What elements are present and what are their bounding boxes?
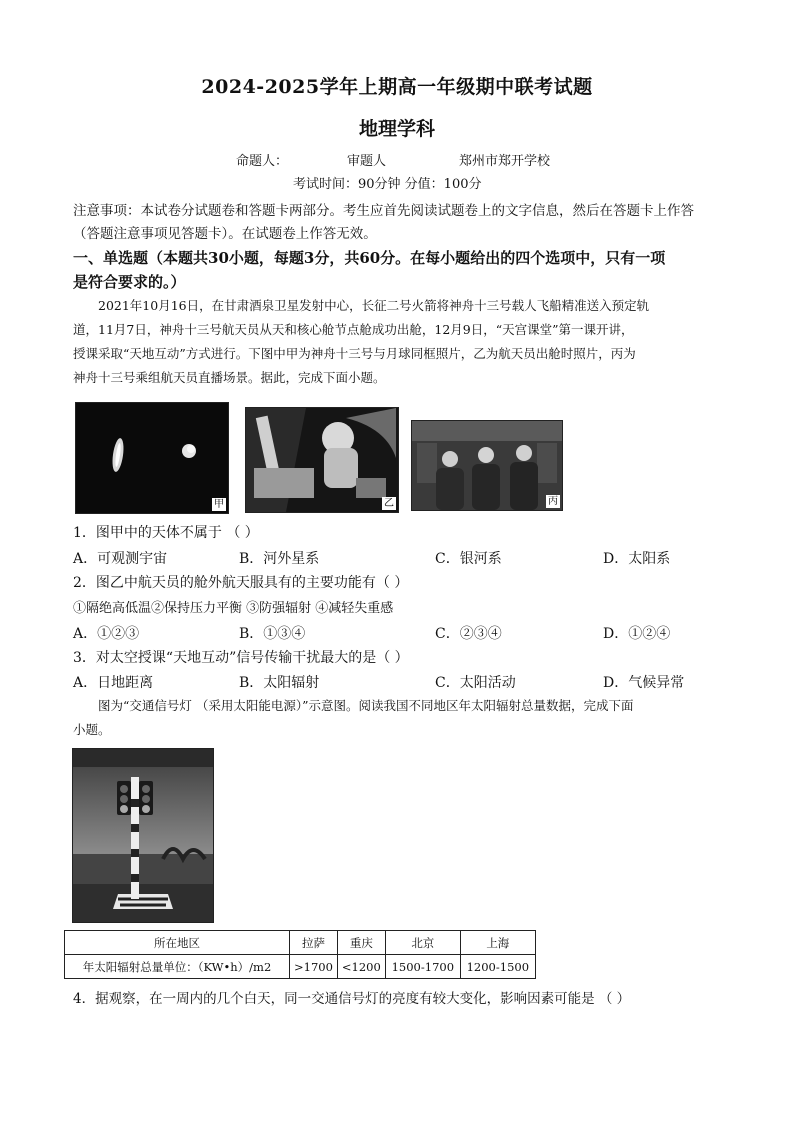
- table-header-cell: 重庆: [337, 931, 385, 955]
- passage-1: [73, 294, 723, 390]
- section-heading-2: 是符合要求的。）: [73, 273, 186, 291]
- notice-line-1: 注意事项：本试卷分试题卷和答题卡两部分。考生应首先阅读试题卷上的文字信息，然后在答题卡上作答: [73, 203, 694, 219]
- passage-1-line-1: 2021年10月16日，在甘肃酒泉卫星发射中心，长征二号火箭将神舟十三号载人飞船精准送入预定轨: [98, 298, 650, 313]
- q1-option-a: A．可观测宇宙: [73, 551, 168, 567]
- photo-bing: [411, 420, 563, 511]
- passage-1-line-2: 道，11月7日，神舟十三号航天员从天和核心舱节点舱成功出舱，12月9日，“天宫课堂”第一课开讲，: [73, 322, 634, 337]
- table-header-row: [65, 931, 536, 955]
- q2-option-b: B．①③④: [239, 626, 306, 642]
- table-cell: <1200: [337, 955, 385, 979]
- table-header-cell: 上海: [460, 931, 535, 955]
- setter-label: 命题人：: [236, 154, 289, 169]
- passage-2-line-2: 小题。: [73, 722, 111, 737]
- q3-option-a: A．日地距离: [73, 675, 154, 691]
- spacecraft-moon-image: [76, 403, 228, 513]
- photo-tag-jia: 甲: [214, 499, 224, 510]
- passage-1-line-4: 神舟十三号乘组航天员直播场景。据此，完成下面小题。: [73, 370, 386, 385]
- photo-yi: [245, 407, 399, 513]
- subject-title: 地理学科: [358, 118, 435, 140]
- section-heading-1: 一、单选题（本题共30小题，每题3分，共60分。在每小题给出的四个选项中，只有一项: [73, 249, 666, 267]
- photo-tag-bing: 丙: [548, 496, 558, 507]
- photo-jia: [75, 402, 229, 514]
- table-header-cell: 拉萨: [290, 931, 338, 955]
- q1-option-d: D．太阳系: [603, 551, 671, 567]
- table-header-cell: 所在地区: [65, 931, 290, 955]
- q2-option-d: D．①②④: [603, 626, 671, 642]
- q2-option-c: C．②③④: [435, 626, 502, 642]
- passage-1-line-3: 授课采取“天地互动”方式进行。下图中甲为神舟十三号与月球同框照片，乙为航天员出舱时照片，丙为: [73, 346, 636, 361]
- passage-2-line-1: 图为“交通信号灯 （采用太阳能电源）”示意图。阅读我国不同地区年太阳辐射总量数据，完成下面: [98, 698, 634, 713]
- table-row: [65, 955, 536, 979]
- q3-option-d: D．气候异常: [603, 675, 685, 691]
- table-cell: 年太阳辐射总量单位：（KW•h）/m2: [65, 955, 290, 979]
- reviewer-label: 审题人: [347, 154, 387, 169]
- astronaut-eva-image: [246, 408, 398, 512]
- q4-stem: 4．据观察，在一周内的几个白天，同一交通信号灯的亮度有较大变化，影响因素可能是 （ ）: [73, 991, 631, 1007]
- exam-title: 2024-2025学年上期高一年级期中联考试题: [201, 76, 593, 98]
- solar-traffic-light-image: [73, 749, 213, 922]
- q3-option-c: C．太阳活动: [435, 675, 516, 691]
- table-cell: >1700: [290, 955, 338, 979]
- q2-stem: 2．图乙中航天员的舱外航天服具有的主要功能有（ ）: [73, 575, 409, 591]
- q1-option-b: B．河外星系: [239, 551, 320, 567]
- table-cell: 1500-1700: [385, 955, 460, 979]
- time-score: 考试时间：90分钟 分值：100分: [293, 177, 482, 192]
- table-header-cell: 北京: [385, 931, 460, 955]
- notice-line-2: （答题注意事项见答题卡）。在试题卷上作答无效。: [73, 226, 377, 242]
- traffic-light-photo: [72, 748, 214, 923]
- passage-2: [73, 694, 723, 742]
- q2-items: ①隔绝高低温②保持压力平衡 ③防强辐射 ④减轻失重感: [73, 601, 394, 616]
- q3-option-b: B．太阳辐射: [239, 675, 320, 691]
- crew-broadcast-image: [412, 421, 562, 510]
- q3-stem: 3．对太空授课“天地互动”信号传输干扰最大的是（ ）: [73, 650, 409, 666]
- solar-radiation-table: [64, 930, 536, 979]
- q2-option-a: A．①②③: [73, 626, 140, 642]
- table-cell: 1200-1500: [460, 955, 535, 979]
- q1-option-c: C．银河系: [435, 551, 502, 567]
- photo-tag-yi: 乙: [384, 498, 394, 509]
- school-name: 郑州市郑开学校: [459, 154, 551, 169]
- q1-stem: 1．图甲中的天体不属于 （ ）: [73, 525, 259, 541]
